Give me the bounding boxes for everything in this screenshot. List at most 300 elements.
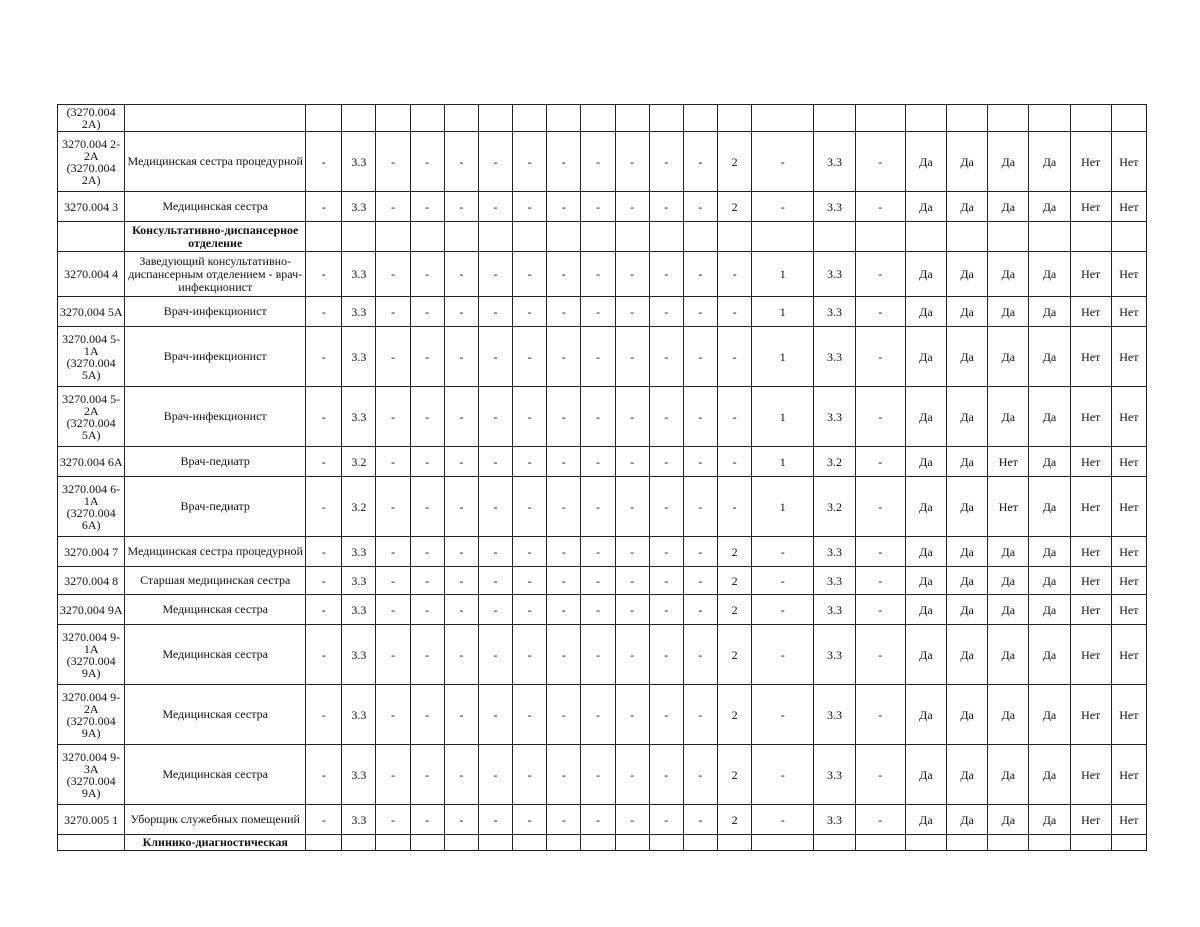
value-cell: - bbox=[615, 327, 649, 387]
value-cell bbox=[376, 222, 410, 252]
value-cell: - bbox=[547, 477, 581, 537]
value-cell: - bbox=[306, 252, 342, 297]
value-cell: 3.3 bbox=[342, 297, 376, 327]
value-cell: - bbox=[649, 595, 683, 625]
value-cell: - bbox=[547, 745, 581, 805]
value-cell: - bbox=[306, 477, 342, 537]
value-cell: - bbox=[547, 192, 581, 222]
value-cell: - bbox=[478, 387, 512, 447]
value-cell bbox=[752, 835, 814, 851]
value-cell: Нет bbox=[1111, 477, 1146, 537]
value-cell: 3.3 bbox=[342, 252, 376, 297]
value-cell: - bbox=[410, 297, 444, 327]
value-cell: - bbox=[478, 567, 512, 595]
position-name-cell: Заведующий консультативно-диспансерным отделением - врач-инфекционист bbox=[125, 252, 306, 297]
position-name-cell: Медицинская сестра bbox=[125, 625, 306, 685]
value-cell: Да bbox=[988, 387, 1029, 447]
position-name-cell: Врач-инфекционист bbox=[125, 327, 306, 387]
value-cell: - bbox=[649, 537, 683, 567]
value-cell: 3.3 bbox=[814, 537, 855, 567]
value-cell: - bbox=[478, 625, 512, 685]
value-cell bbox=[1029, 835, 1070, 851]
value-cell: - bbox=[444, 252, 478, 297]
value-cell bbox=[547, 105, 581, 132]
value-cell: - bbox=[683, 537, 717, 567]
value-cell bbox=[376, 105, 410, 132]
value-cell: Нет bbox=[1111, 447, 1146, 477]
value-cell bbox=[581, 222, 615, 252]
value-cell bbox=[947, 835, 988, 851]
value-cell: 3.3 bbox=[342, 387, 376, 447]
value-cell: - bbox=[306, 537, 342, 567]
value-cell: - bbox=[444, 297, 478, 327]
value-cell: Да bbox=[947, 447, 988, 477]
value-cell: - bbox=[683, 745, 717, 805]
value-cell: - bbox=[855, 327, 905, 387]
value-cell: - bbox=[855, 745, 905, 805]
value-cell: - bbox=[683, 447, 717, 477]
value-cell: Да bbox=[947, 537, 988, 567]
table-row bbox=[58, 595, 1147, 625]
section-title-cell: Клинико-диагностическая bbox=[125, 835, 306, 851]
value-cell: 3.2 bbox=[342, 447, 376, 477]
value-cell bbox=[855, 222, 905, 252]
value-cell: - bbox=[306, 595, 342, 625]
value-cell bbox=[615, 222, 649, 252]
value-cell: 3.3 bbox=[342, 595, 376, 625]
value-cell: - bbox=[306, 625, 342, 685]
value-cell: 3.3 bbox=[814, 327, 855, 387]
value-cell: Да bbox=[1029, 595, 1070, 625]
value-cell: - bbox=[683, 625, 717, 685]
workplace-code-cell: 3270.004 6-1А (3270.004 6А) bbox=[58, 477, 125, 537]
value-cell: Да bbox=[1029, 567, 1070, 595]
value-cell: - bbox=[855, 685, 905, 745]
value-cell bbox=[444, 835, 478, 851]
value-cell: - bbox=[855, 805, 905, 835]
value-cell: - bbox=[718, 252, 752, 297]
value-cell: - bbox=[649, 477, 683, 537]
value-cell: 3.3 bbox=[814, 745, 855, 805]
value-cell: Да bbox=[988, 625, 1029, 685]
value-cell: - bbox=[855, 297, 905, 327]
value-cell: - bbox=[376, 297, 410, 327]
value-cell bbox=[444, 222, 478, 252]
value-cell: 3.3 bbox=[342, 805, 376, 835]
table-row bbox=[58, 447, 1147, 477]
section-row bbox=[58, 835, 1147, 851]
table-row bbox=[58, 625, 1147, 685]
value-cell: - bbox=[306, 297, 342, 327]
value-cell: 2 bbox=[718, 745, 752, 805]
value-cell bbox=[410, 222, 444, 252]
value-cell: - bbox=[615, 567, 649, 595]
value-cell: - bbox=[306, 805, 342, 835]
position-name-cell bbox=[125, 105, 306, 132]
value-cell: - bbox=[683, 192, 717, 222]
value-cell bbox=[615, 835, 649, 851]
value-cell: - bbox=[752, 625, 814, 685]
workplace-code-cell: 3270.004 5А bbox=[58, 297, 125, 327]
value-cell: - bbox=[306, 567, 342, 595]
value-cell bbox=[1111, 105, 1146, 132]
workplace-code-cell: 3270.004 8 bbox=[58, 567, 125, 595]
value-cell: - bbox=[615, 447, 649, 477]
value-cell: - bbox=[513, 685, 547, 745]
value-cell: - bbox=[649, 447, 683, 477]
value-cell: - bbox=[444, 387, 478, 447]
value-cell: Да bbox=[905, 297, 946, 327]
value-cell: Нет bbox=[1111, 745, 1146, 805]
value-cell: Да bbox=[1029, 132, 1070, 192]
position-name-cell: Медицинская сестра bbox=[125, 192, 306, 222]
value-cell: - bbox=[376, 567, 410, 595]
table-row bbox=[58, 105, 1147, 132]
value-cell: Да bbox=[988, 327, 1029, 387]
value-cell: - bbox=[547, 537, 581, 567]
value-cell: - bbox=[478, 477, 512, 537]
value-cell: - bbox=[444, 447, 478, 477]
value-cell: - bbox=[683, 252, 717, 297]
position-name-cell: Медицинская сестра bbox=[125, 745, 306, 805]
value-cell: - bbox=[376, 745, 410, 805]
value-cell: Нет bbox=[1111, 387, 1146, 447]
value-cell: - bbox=[513, 327, 547, 387]
value-cell bbox=[1070, 222, 1111, 252]
value-cell: - bbox=[513, 387, 547, 447]
value-cell: Да bbox=[905, 567, 946, 595]
value-cell: Нет bbox=[1070, 745, 1111, 805]
value-cell: Да bbox=[988, 685, 1029, 745]
value-cell: - bbox=[444, 567, 478, 595]
value-cell: 3.3 bbox=[814, 595, 855, 625]
value-cell: - bbox=[444, 685, 478, 745]
value-cell: - bbox=[410, 387, 444, 447]
value-cell: - bbox=[513, 595, 547, 625]
value-cell bbox=[478, 105, 512, 132]
value-cell: Да bbox=[905, 252, 946, 297]
value-cell: Да bbox=[988, 297, 1029, 327]
value-cell: - bbox=[581, 625, 615, 685]
value-cell bbox=[718, 835, 752, 851]
value-cell: Да bbox=[947, 387, 988, 447]
value-cell: Да bbox=[1029, 192, 1070, 222]
value-cell bbox=[752, 105, 814, 132]
table-row bbox=[58, 192, 1147, 222]
value-cell: - bbox=[547, 447, 581, 477]
value-cell: - bbox=[683, 132, 717, 192]
value-cell: Да bbox=[905, 477, 946, 537]
value-cell: - bbox=[410, 477, 444, 537]
value-cell: 3.3 bbox=[342, 567, 376, 595]
workplace-code-cell: 3270.004 9А bbox=[58, 595, 125, 625]
value-cell: 3.2 bbox=[814, 477, 855, 537]
value-cell: Да bbox=[1029, 625, 1070, 685]
value-cell: Нет bbox=[1070, 477, 1111, 537]
position-name-cell: Медицинская сестра процедурной bbox=[125, 537, 306, 567]
value-cell: - bbox=[513, 477, 547, 537]
value-cell: Да bbox=[1029, 537, 1070, 567]
value-cell: - bbox=[615, 745, 649, 805]
value-cell: - bbox=[547, 297, 581, 327]
table-row bbox=[58, 745, 1147, 805]
value-cell: Нет bbox=[1111, 685, 1146, 745]
value-cell bbox=[1070, 105, 1111, 132]
value-cell: - bbox=[855, 447, 905, 477]
value-cell bbox=[1070, 835, 1111, 851]
value-cell: 2 bbox=[718, 132, 752, 192]
value-cell: - bbox=[615, 685, 649, 745]
value-cell: Нет bbox=[1070, 595, 1111, 625]
value-cell: - bbox=[444, 327, 478, 387]
position-name-cell: Медицинская сестра процедурной bbox=[125, 132, 306, 192]
section-row bbox=[58, 222, 1147, 252]
value-cell: Да bbox=[905, 387, 946, 447]
value-cell: Да bbox=[947, 745, 988, 805]
value-cell: - bbox=[478, 685, 512, 745]
value-cell: 3.2 bbox=[814, 447, 855, 477]
value-cell: 2 bbox=[718, 192, 752, 222]
value-cell: - bbox=[547, 132, 581, 192]
value-cell: 3.3 bbox=[814, 297, 855, 327]
value-cell: - bbox=[376, 132, 410, 192]
value-cell: - bbox=[615, 192, 649, 222]
value-cell: Да bbox=[947, 252, 988, 297]
value-cell: - bbox=[855, 567, 905, 595]
value-cell: Нет bbox=[1111, 192, 1146, 222]
value-cell: - bbox=[581, 685, 615, 745]
value-cell: 3.3 bbox=[814, 625, 855, 685]
value-cell: - bbox=[649, 625, 683, 685]
value-cell: Да bbox=[947, 327, 988, 387]
value-cell: - bbox=[615, 537, 649, 567]
value-cell: - bbox=[478, 805, 512, 835]
value-cell: - bbox=[478, 745, 512, 805]
value-cell: Да bbox=[947, 567, 988, 595]
value-cell: 2 bbox=[718, 537, 752, 567]
value-cell: - bbox=[649, 192, 683, 222]
value-cell: 1 bbox=[752, 447, 814, 477]
value-cell: - bbox=[306, 327, 342, 387]
value-cell bbox=[718, 222, 752, 252]
value-cell bbox=[988, 105, 1029, 132]
value-cell: - bbox=[718, 477, 752, 537]
value-cell: Нет bbox=[1070, 327, 1111, 387]
value-cell: Да bbox=[947, 132, 988, 192]
table-row bbox=[58, 685, 1147, 745]
value-cell: 3.3 bbox=[342, 745, 376, 805]
value-cell: Нет bbox=[1111, 805, 1146, 835]
value-cell: - bbox=[410, 327, 444, 387]
value-cell bbox=[1029, 222, 1070, 252]
value-cell: Нет bbox=[1111, 595, 1146, 625]
value-cell: - bbox=[513, 567, 547, 595]
value-cell: 1 bbox=[752, 297, 814, 327]
value-cell: - bbox=[306, 132, 342, 192]
value-cell: 2 bbox=[718, 625, 752, 685]
value-cell bbox=[410, 105, 444, 132]
value-cell bbox=[649, 105, 683, 132]
value-cell: - bbox=[478, 537, 512, 567]
value-cell: Нет bbox=[988, 477, 1029, 537]
value-cell: Да bbox=[1029, 805, 1070, 835]
value-cell bbox=[513, 222, 547, 252]
position-name-cell: Врач-педиатр bbox=[125, 477, 306, 537]
workplace-code-cell bbox=[58, 222, 125, 252]
value-cell: Да bbox=[905, 192, 946, 222]
value-cell: 3.3 bbox=[342, 685, 376, 745]
value-cell bbox=[478, 222, 512, 252]
value-cell: - bbox=[376, 595, 410, 625]
value-cell bbox=[513, 835, 547, 851]
value-cell: - bbox=[410, 252, 444, 297]
value-cell: - bbox=[718, 447, 752, 477]
value-cell: - bbox=[718, 387, 752, 447]
value-cell: - bbox=[306, 192, 342, 222]
table-row bbox=[58, 252, 1147, 297]
value-cell: - bbox=[581, 745, 615, 805]
value-cell: - bbox=[478, 595, 512, 625]
value-cell: Да bbox=[1029, 297, 1070, 327]
value-cell: Да bbox=[905, 595, 946, 625]
value-cell bbox=[342, 105, 376, 132]
value-cell: Да bbox=[947, 685, 988, 745]
value-cell: 3.3 bbox=[342, 625, 376, 685]
value-cell bbox=[814, 105, 855, 132]
value-cell: - bbox=[444, 537, 478, 567]
value-cell: - bbox=[376, 625, 410, 685]
value-cell: Нет bbox=[1070, 252, 1111, 297]
value-cell: - bbox=[683, 685, 717, 745]
table-row bbox=[58, 327, 1147, 387]
value-cell: - bbox=[718, 327, 752, 387]
workplace-code-cell: 3270.004 5-2А (3270.004 5А) bbox=[58, 387, 125, 447]
value-cell: - bbox=[410, 192, 444, 222]
value-cell: - bbox=[581, 595, 615, 625]
value-cell: - bbox=[513, 252, 547, 297]
workplace-code-cell: 3270.004 6А bbox=[58, 447, 125, 477]
value-cell: - bbox=[581, 192, 615, 222]
value-cell: - bbox=[683, 567, 717, 595]
value-cell: Нет bbox=[988, 447, 1029, 477]
value-cell: - bbox=[547, 387, 581, 447]
value-cell: 1 bbox=[752, 477, 814, 537]
value-cell: Да bbox=[947, 477, 988, 537]
table-row bbox=[58, 387, 1147, 447]
value-cell: - bbox=[752, 805, 814, 835]
value-cell: 3.2 bbox=[342, 477, 376, 537]
value-cell: Да bbox=[988, 132, 1029, 192]
value-cell: - bbox=[376, 192, 410, 222]
value-cell: - bbox=[615, 805, 649, 835]
value-cell: Нет bbox=[1111, 252, 1146, 297]
value-cell: - bbox=[410, 745, 444, 805]
value-cell: Нет bbox=[1070, 387, 1111, 447]
value-cell: 3.3 bbox=[814, 192, 855, 222]
value-cell: - bbox=[444, 745, 478, 805]
value-cell: 3.3 bbox=[814, 685, 855, 745]
value-cell: - bbox=[649, 387, 683, 447]
value-cell: - bbox=[581, 447, 615, 477]
value-cell bbox=[547, 222, 581, 252]
value-cell: 3.3 bbox=[342, 537, 376, 567]
value-cell bbox=[306, 105, 342, 132]
value-cell: - bbox=[581, 297, 615, 327]
value-cell: - bbox=[752, 745, 814, 805]
value-cell: Нет bbox=[1111, 625, 1146, 685]
position-name-cell: Старшая медицинская сестра bbox=[125, 567, 306, 595]
value-cell: - bbox=[547, 625, 581, 685]
value-cell: - bbox=[410, 805, 444, 835]
value-cell: - bbox=[547, 595, 581, 625]
value-cell: - bbox=[547, 805, 581, 835]
value-cell bbox=[342, 222, 376, 252]
value-cell bbox=[615, 105, 649, 132]
value-cell: - bbox=[649, 327, 683, 387]
value-cell: - bbox=[615, 132, 649, 192]
value-cell: - bbox=[855, 192, 905, 222]
value-cell: - bbox=[581, 537, 615, 567]
value-cell bbox=[683, 835, 717, 851]
workplace-code-cell: 3270.005 1 bbox=[58, 805, 125, 835]
value-cell: - bbox=[513, 745, 547, 805]
value-cell: - bbox=[581, 805, 615, 835]
value-cell bbox=[814, 222, 855, 252]
value-cell: Да bbox=[988, 745, 1029, 805]
value-cell bbox=[478, 835, 512, 851]
value-cell bbox=[752, 222, 814, 252]
value-cell: - bbox=[752, 595, 814, 625]
value-cell: - bbox=[410, 537, 444, 567]
value-cell bbox=[581, 105, 615, 132]
value-cell: Нет bbox=[1070, 447, 1111, 477]
workplace-code-cell: 3270.004 9-3А (3270.004 9А) bbox=[58, 745, 125, 805]
value-cell: Нет bbox=[1111, 537, 1146, 567]
value-cell: - bbox=[547, 567, 581, 595]
value-cell: Да bbox=[988, 192, 1029, 222]
value-cell: 3.3 bbox=[342, 327, 376, 387]
value-cell: Да bbox=[905, 625, 946, 685]
table-row bbox=[58, 132, 1147, 192]
workplace-code-cell: 3270.004 9-2А (3270.004 9А) bbox=[58, 685, 125, 745]
value-cell: - bbox=[306, 685, 342, 745]
workplace-code-cell: 3270.004 7 bbox=[58, 537, 125, 567]
value-cell: - bbox=[683, 387, 717, 447]
value-cell bbox=[649, 222, 683, 252]
position-name-cell: Уборщик служебных помещений bbox=[125, 805, 306, 835]
value-cell: - bbox=[376, 685, 410, 745]
value-cell: - bbox=[649, 745, 683, 805]
position-name-cell: Врач-инфекционист bbox=[125, 297, 306, 327]
value-cell: - bbox=[513, 447, 547, 477]
value-cell: Да bbox=[947, 192, 988, 222]
section-title-cell: Консультативно-диспансерное отделение bbox=[125, 222, 306, 252]
value-cell: Да bbox=[905, 327, 946, 387]
value-cell: Да bbox=[905, 447, 946, 477]
value-cell: - bbox=[444, 805, 478, 835]
value-cell: Нет bbox=[1070, 537, 1111, 567]
value-cell: Нет bbox=[1070, 297, 1111, 327]
value-cell: - bbox=[581, 132, 615, 192]
value-cell: - bbox=[410, 132, 444, 192]
value-cell bbox=[410, 835, 444, 851]
value-cell: Да bbox=[1029, 477, 1070, 537]
value-cell: - bbox=[581, 252, 615, 297]
value-cell: - bbox=[478, 132, 512, 192]
workplace-code-cell: 3270.004 9-1А (3270.004 9А) bbox=[58, 625, 125, 685]
value-cell: Нет bbox=[1070, 567, 1111, 595]
workplace-code-cell bbox=[58, 835, 125, 851]
